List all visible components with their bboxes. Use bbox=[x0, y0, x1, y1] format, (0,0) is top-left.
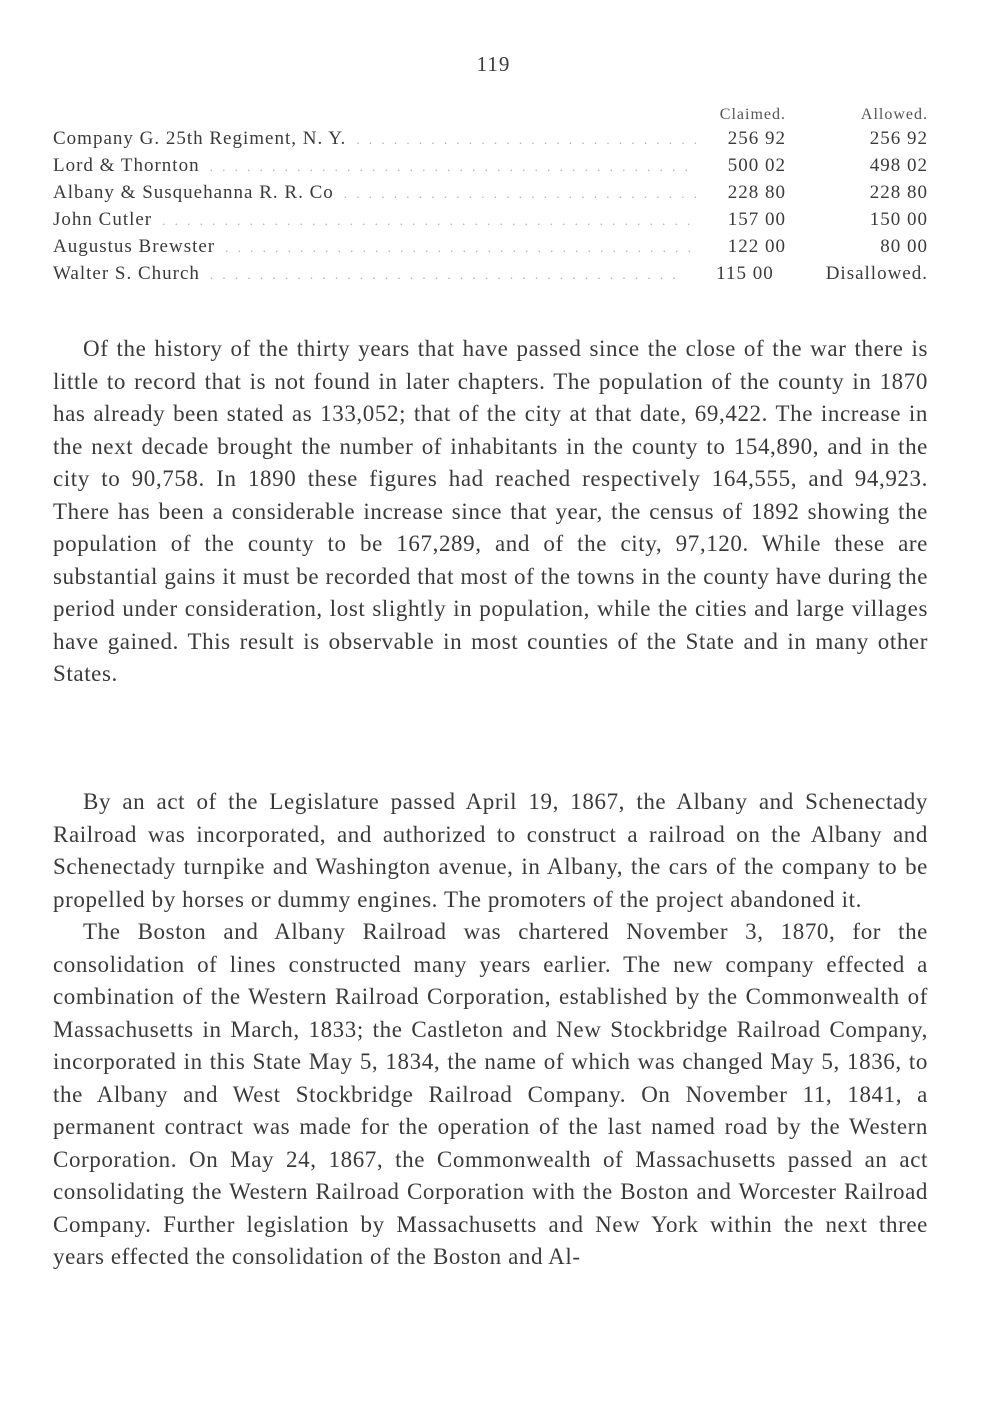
table-row bbox=[53, 236, 928, 263]
claims-table-header bbox=[53, 106, 928, 128]
table-row bbox=[53, 263, 928, 290]
allowed-amount: 228 80 bbox=[869, 182, 928, 203]
table-row bbox=[53, 155, 928, 182]
header-allowed: Allowed. bbox=[860, 106, 928, 123]
dot-leader bbox=[210, 267, 684, 283]
claimant-name: Augustus Brewster bbox=[53, 236, 216, 257]
paragraph: The Boston and Albany Railroad was chartered November 3, 1870, for the consolidation of lines constructed many years earlier. The new company effected a combination of the Western Railroad Corporation, established by the Commonwealth of Massachusetts in March, 1833; the Castleton and New Stockbridge Railroad Company, incorporated in this State May 5, 1834, the name of which was changed May 5, 1836, to the Albany and West Stockbridge Railroad Company. On November 11, 1841, a permanent contract was made for the operation of the last named road by the Western Corporation. On May 24, 1867, the Commonwealth of Massachusetts passed an act consolidating the Western Railroad Corporation with the Boston and Worcester Railroad Company. Further legislation by Massachusetts and New York within the next three years effected the consolidation of the Boston and Al- bbox=[53, 919, 928, 1269]
claimed-amount: 115 00 bbox=[716, 263, 774, 284]
claimant-name: Albany & Susquehanna R. R. Co bbox=[53, 182, 334, 203]
claimant-name: Walter S. Church bbox=[53, 263, 200, 284]
claimed-amount: 256 92 bbox=[727, 128, 786, 149]
paragraph: By an act of the Legislature passed April 19, 1867, the Albany and Schenectady Railroad was incorporated, and authorized to construct a railroad on the Albany and Schenectady turnpike and Washington avenue, in Albany, the cars of the company to be propelled by horses or dummy engines. The promoters of the project abandoned it. bbox=[53, 789, 928, 912]
text-section-railroads bbox=[53, 786, 928, 1274]
dot-leader bbox=[162, 213, 696, 229]
header-claimed: Claimed. bbox=[719, 106, 786, 123]
allowed-amount: 256 92 bbox=[869, 128, 928, 149]
claimant-name: Company G. 25th Regiment, N. Y. bbox=[53, 128, 347, 149]
claimant-name: John Cutler bbox=[53, 209, 153, 230]
dot-leader bbox=[344, 186, 696, 202]
claimed-amount: 122 00 bbox=[727, 236, 786, 257]
text-section-population bbox=[53, 333, 928, 691]
allowed-amount: 80 00 bbox=[880, 236, 928, 257]
page-number: 119 bbox=[476, 52, 511, 76]
paragraph: Of the history of the thirty years that have passed since the close of the war there is little to record that is not found in later chapters. The population of the county in 1870 has already been stated as 133,052; that of the city at that date, 69,422. The increase in the next decade brought the number of inhabitants in the county to 154,890, and in the city to 90,758. In 1890 these figures had reached respectively 164,555, and 94,923. There has been a considerable increase since that year, the census of 1892 showing the population of the county to be 167,289, and of the city, 97,120. While these are substantial gains it must be recorded that most of the towns in the county have during the period under consideration, lost slightly in population, while the cities and large villages have gained. This result is observable in most counties of the State and in many other States. bbox=[53, 336, 928, 686]
dot-leader bbox=[356, 132, 696, 148]
allowed-amount: Disallowed. bbox=[825, 263, 928, 284]
table-row bbox=[53, 128, 928, 155]
table-row bbox=[53, 182, 928, 209]
claimed-amount: 228 80 bbox=[727, 182, 786, 203]
claimed-amount: 157 00 bbox=[727, 209, 786, 230]
claims-table bbox=[53, 106, 928, 290]
allowed-amount: 498 02 bbox=[869, 155, 928, 176]
table-row bbox=[53, 209, 928, 236]
claimant-name: Lord & Thornton bbox=[53, 155, 200, 176]
allowed-amount: 150 00 bbox=[869, 209, 928, 230]
dot-leader bbox=[225, 240, 696, 256]
dot-leader bbox=[210, 159, 696, 175]
claimed-amount: 500 02 bbox=[727, 155, 786, 176]
